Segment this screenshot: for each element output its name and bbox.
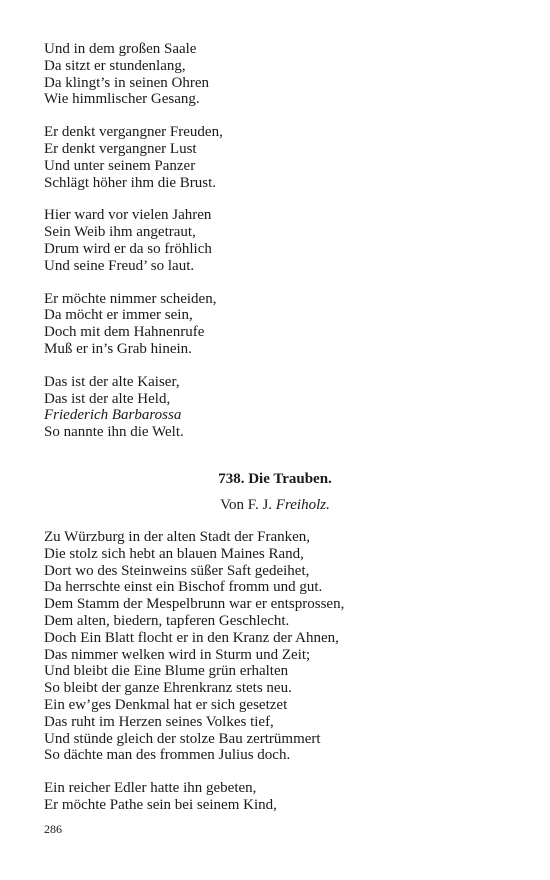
verse-line: Er möchte Pathe sein bei seinem Kind, — [44, 796, 277, 813]
verse-line: Drum wird er da so fröhlich — [44, 240, 212, 257]
verse-line: Zu Würzburg in der alten Stadt der Franken, — [44, 529, 311, 545]
verse-line: Da sitzt er stundenlang, — [44, 57, 186, 74]
poem-barbarossa-ending — [44, 41, 514, 441]
verse-line: So dächte man des frommen Julius doch. — [44, 747, 291, 764]
verse-line: Ein ew’ges Denkmal hat er sich gesetzet — [44, 696, 288, 713]
verse-line: Ein reicher Edler hatte ihn gebeten, — [44, 780, 257, 797]
poem-author — [0, 496, 550, 514]
stanza — [44, 41, 514, 108]
verse-line: Er möchte nimmer scheiden, — [44, 290, 217, 307]
author-prefix: Von F. J. — [220, 497, 273, 513]
verse-line: Dem Stamm der Mespelbrunn war er entsprossen, — [44, 596, 345, 613]
verse-line: Das ruht im Herzen seines Volkes tief, — [44, 713, 274, 730]
page-number: 286 — [44, 822, 62, 836]
stanza — [44, 124, 514, 191]
verse-line: Er denkt vergangner Lust — [44, 140, 197, 157]
verse-line: Wie himmlischer Gesang. — [44, 91, 200, 108]
verse-line: Das ist der alte Kaiser, — [44, 373, 180, 390]
stanza — [44, 780, 514, 814]
verse-line: Sein Weib ihm angetraut, — [44, 224, 196, 241]
verse-line: Dem alten, biedern, tapferen Geschlecht. — [44, 612, 290, 629]
verse-line: Das ist der alte Held, — [44, 390, 171, 407]
verse-line: Schlägt höher ihm die Brust. — [44, 174, 217, 191]
verse-line: Die stolz sich hebt an blauen Maines Rand, — [44, 545, 304, 562]
author-name: Freiholz. — [275, 497, 330, 513]
stanza — [44, 291, 514, 358]
verse-line: Doch Ein Blatt flocht er in den Kranz der Ahnen, — [44, 629, 339, 646]
verse-line: Und seine Freud’ so laut. — [44, 257, 195, 274]
poem-title: 738. Die Trauben. — [218, 471, 332, 487]
verse-line: Und in dem großen Saale — [44, 41, 197, 57]
verse-line-emphasized: Friederich Barbarossa — [44, 407, 182, 424]
verse-line: Da möcht er immer sein, — [44, 307, 193, 324]
verse-line: So bleibt der ganze Ehrenkranz stets neu. — [44, 680, 292, 697]
stanza — [44, 529, 514, 764]
verse-line: Doch mit dem Hahnenrufe — [44, 324, 205, 341]
verse-line: Da herrschte einst ein Bischof fromm und gut. — [44, 579, 323, 596]
verse-line: Hier ward vor vielen Jahren — [44, 207, 212, 224]
verse-line: Da klingt’s in seinen Ohren — [44, 74, 209, 91]
verse-line: Das nimmer welken wird in Sturm und Zeit; — [44, 646, 311, 663]
poem-die-trauben — [44, 529, 514, 814]
verse-line: Und bleibt die Eine Blume grün erhalten — [44, 663, 289, 680]
stanza — [44, 374, 514, 441]
stanza — [44, 207, 514, 274]
verse-line: Und stünde gleich der stolze Bau zertrümmert — [44, 730, 321, 747]
verse-line: So nannte ihn die Welt. — [44, 424, 184, 441]
verse-line: Und unter seinem Panzer — [44, 157, 196, 174]
verse-line: Dort wo des Steinweins süßer Saft gedeihet, — [44, 562, 310, 579]
verse-line: Er denkt vergangner Freuden, — [44, 124, 223, 141]
verse-line: Muß er in’s Grab hinein. — [44, 340, 192, 357]
